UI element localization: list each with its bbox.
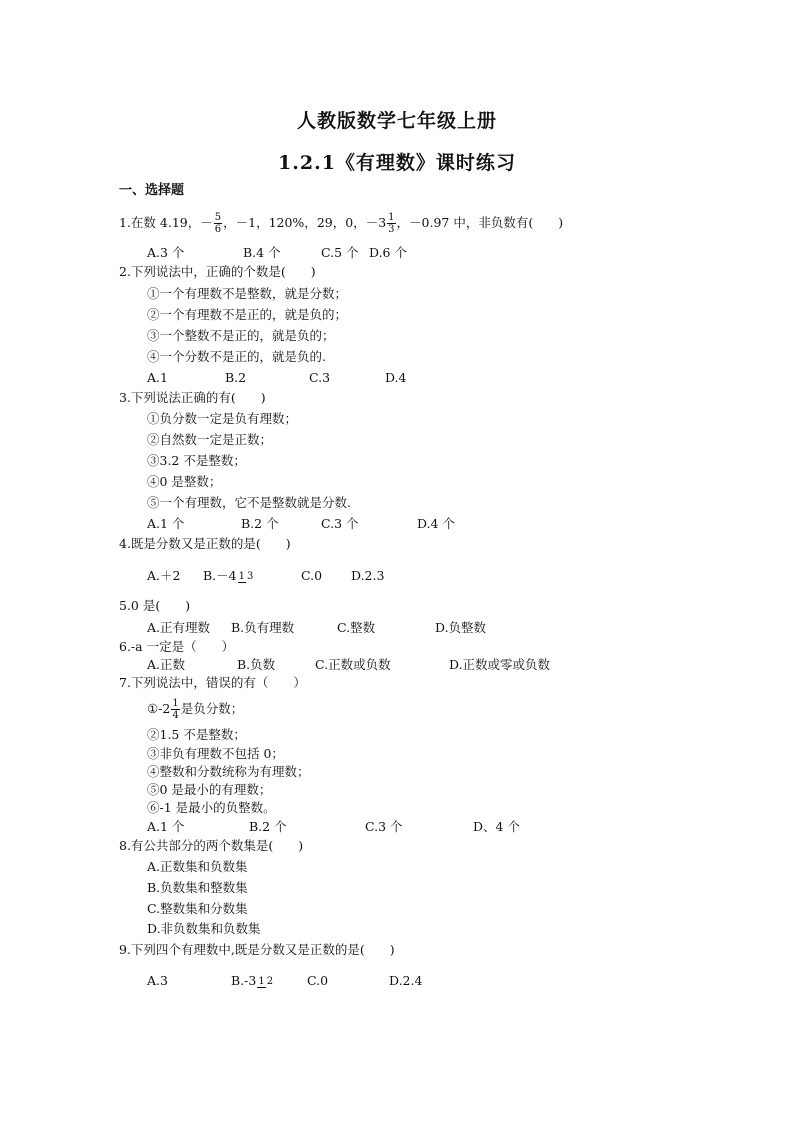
q7-item-1-den: 4 — [172, 709, 179, 721]
q3-option-b: B.2 个 — [241, 516, 279, 531]
question-3: 3.下列说法正确的有( ) — [119, 390, 266, 405]
q2-item-2: ②一个有理数不是正的，就是负的； — [147, 307, 348, 322]
question-9: 9.下列四个有理数中,既是分数又是正数的是( ) — [119, 942, 395, 957]
q4-option-b — [203, 568, 301, 584]
question-1 — [119, 212, 563, 235]
q9-option-b — [231, 973, 307, 989]
q1-fraction-1 — [214, 212, 222, 235]
q2-item-4: ④一个分数不是正的，就是负的. — [147, 349, 326, 364]
q7-option-d: D、4 个 — [473, 819, 520, 834]
q8-option-a: A.正数集和负数集 — [147, 859, 248, 874]
q4-option-b-num: 1 — [238, 570, 245, 582]
doc-title: 人教版数学七年级上册 — [296, 110, 497, 132]
q9-option-d: D.2.4 — [389, 973, 423, 988]
q1-frac1-num: 5 — [214, 212, 222, 223]
q9-option-a: A.3 — [147, 973, 168, 988]
q6-option-b: B.负数 — [237, 657, 276, 672]
q4-options — [147, 562, 384, 590]
q3-option-a: A.1 个 — [147, 516, 185, 531]
q7-item-5: ⑤0 是最小的有理数； — [147, 782, 272, 797]
question-5: 5.0 是( ) — [119, 598, 191, 613]
section-heading: 一、选择题 — [119, 183, 185, 198]
q1-text-pre: 1.在数 4.19， — [119, 215, 201, 230]
q1-text-post: ，－0.97 中，非负数有( ) — [396, 215, 564, 230]
q8-option-c: C.整数集和分数集 — [147, 901, 248, 916]
q9-option-b-den: 2 — [266, 975, 274, 987]
q3-item-5: ⑤一个有理数，它不是整数就是分数. — [147, 495, 351, 510]
q7-item-1 — [147, 696, 243, 722]
q1-option-b: B.4 个 — [243, 245, 281, 260]
q2-option-c: C.3 — [309, 370, 331, 385]
question-7: 7.下列说法中，错误的有（ ） — [119, 675, 306, 690]
q6-options — [147, 657, 550, 673]
q7-item-1-whole: ①-2 — [147, 701, 171, 716]
q9-option-b-whole: B.-3 — [231, 973, 257, 988]
q1-option-d: D.6 个 — [369, 245, 407, 260]
q3-options — [147, 516, 455, 532]
q4-option-b-whole: B.－4 — [203, 568, 237, 583]
q7-item-4: ④整数和分数统称为有理数； — [147, 764, 310, 779]
q7-options — [147, 819, 520, 835]
q5-option-d: D.负整数 — [435, 620, 487, 635]
q7-item-3: ③非负有理数不包括 0； — [147, 746, 284, 761]
doc-subtitle: 1.2.1《有理数》课时练习 — [278, 152, 516, 174]
q5-options — [147, 620, 486, 636]
q7-item-1-num: 1 — [172, 697, 179, 709]
q2-option-b: B.2 — [225, 370, 247, 385]
q7-item-1-text: 是负分数； — [180, 701, 244, 716]
q3-option-d: D.4 个 — [417, 516, 455, 531]
q1-option-a: A.3 个 — [147, 245, 185, 260]
q5-option-b: B.负有理数 — [231, 620, 295, 635]
q1-options — [147, 245, 407, 261]
q8-option-d: D.非负数集和负数集 — [147, 921, 261, 936]
q4-option-b-den: 3 — [247, 570, 254, 582]
q7-item-2: ②1.5 不是整数； — [147, 727, 246, 742]
q4-option-b-fraction — [238, 571, 255, 583]
q9-option-c: C.0 — [307, 973, 329, 988]
q2-options — [147, 370, 407, 386]
q1-frac1-den: 6 — [214, 224, 222, 235]
q4-option-c: C.0 — [301, 568, 323, 583]
q5-option-c: C.整数 — [337, 620, 376, 635]
q3-item-2: ②自然数一定是正数； — [147, 432, 273, 447]
q7-option-a: A.1 个 — [147, 819, 185, 834]
q7-option-c: C.3 个 — [365, 819, 403, 834]
q1-text-mid: ，－1，120%，29，0， — [223, 215, 366, 230]
q1-frac2-whole: －3 — [365, 215, 387, 230]
q6-option-a: A.正数 — [147, 657, 186, 672]
q6-option-d: D.正数或零或负数 — [449, 657, 551, 672]
q3-item-1: ①负分数一定是负有理数； — [147, 411, 298, 426]
question-6: 6.-a 一定是（ ） — [119, 639, 235, 654]
q4-option-d: D.2.3 — [351, 568, 385, 583]
q2-item-3: ③一个整数不是正的，就是负的； — [147, 328, 335, 343]
question-4: 4.既是分数又是正数的是( ) — [119, 536, 291, 551]
q3-option-c: C.3 个 — [321, 516, 359, 531]
q2-option-d: D.4 — [385, 370, 407, 385]
q2-item-1: ①一个有理数不是整数，就是分数； — [147, 286, 348, 301]
q3-item-4: ④0 是整数； — [147, 474, 222, 489]
q7-item-1-fraction — [171, 698, 179, 721]
q9-option-b-fraction — [257, 976, 274, 988]
q4-option-a: A.＋2 — [147, 568, 181, 583]
q1-fraction-2 — [387, 212, 395, 235]
question-2: 2.下列说法中，正确的个数是( ) — [119, 264, 316, 279]
q1-frac1-sign: － — [200, 215, 213, 230]
q2-option-a: A.1 — [147, 370, 168, 385]
q9-option-b-num: 1 — [258, 975, 265, 987]
q1-frac2-den: 3 — [388, 224, 395, 235]
q9-options — [147, 967, 422, 995]
q7-item-6: ⑥-1 是最小的负整数。 — [147, 800, 276, 815]
q3-item-3: ③3.2 不是整数； — [147, 453, 246, 468]
q6-option-c: C.正数或负数 — [315, 657, 391, 672]
q7-option-b: B.2 个 — [249, 819, 287, 834]
question-8: 8.有公共部分的两个数集是( ) — [119, 838, 304, 853]
q8-option-b: B.负数集和整数集 — [147, 880, 248, 895]
q1-option-c: C.5 个 — [321, 245, 359, 260]
q1-frac2-num: 1 — [388, 212, 395, 223]
q5-option-a: A.正有理数 — [147, 620, 211, 635]
